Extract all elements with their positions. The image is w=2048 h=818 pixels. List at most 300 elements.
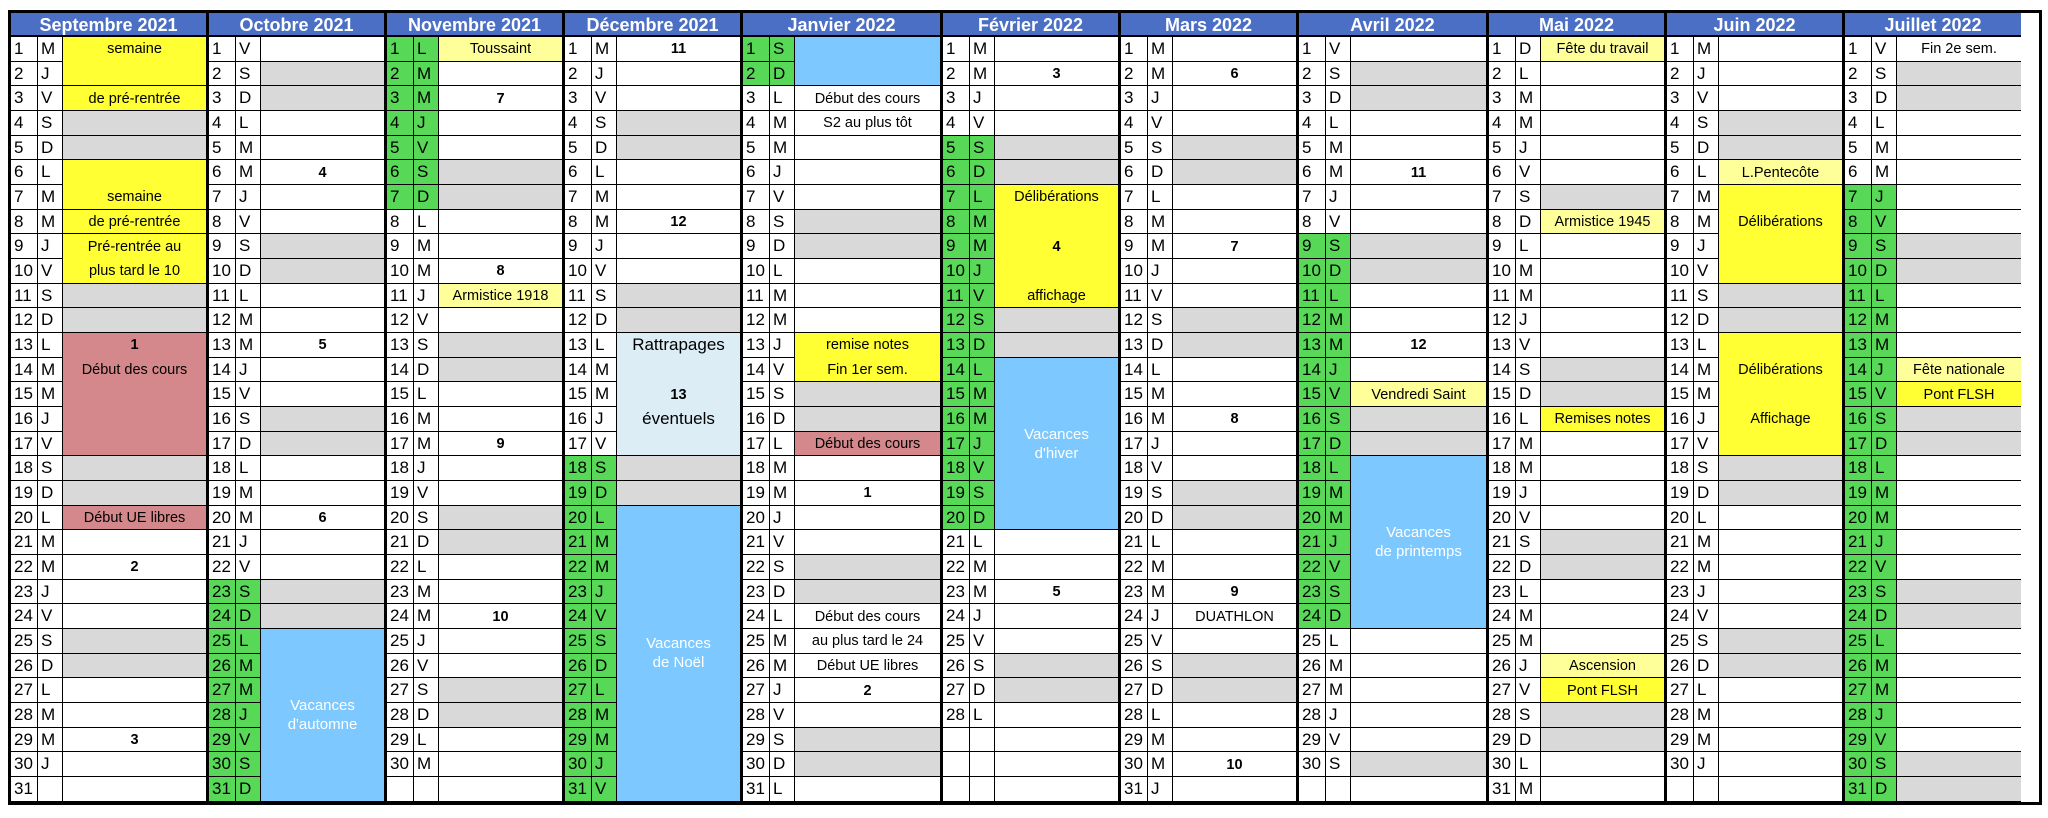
day-letter: D xyxy=(414,703,439,727)
day-row xyxy=(387,629,562,654)
day-note xyxy=(63,629,206,653)
day-row xyxy=(1489,481,1664,506)
day-note xyxy=(1173,210,1296,234)
day-letter: V xyxy=(1516,506,1541,530)
day-row xyxy=(209,308,384,333)
day-number: 9 xyxy=(1845,234,1872,258)
day-letter: D xyxy=(236,432,261,456)
day-number xyxy=(943,728,970,752)
month-header: Janvier 2022 xyxy=(743,13,940,37)
day-number: 15 xyxy=(1299,382,1326,406)
day-letter: M xyxy=(592,382,617,406)
day-number: 13 xyxy=(387,333,414,357)
day-row xyxy=(1299,111,1486,136)
day-number: 25 xyxy=(1121,629,1148,653)
day-number: 22 xyxy=(565,555,592,579)
day-row xyxy=(387,654,562,679)
day-row xyxy=(209,382,384,407)
day-number: 25 xyxy=(209,629,236,653)
day-letter: V xyxy=(1872,37,1897,61)
day-letter: V xyxy=(38,259,63,283)
event-label: au plus tard le 24 xyxy=(811,633,924,650)
day-number: 19 xyxy=(209,481,236,505)
day-row xyxy=(943,530,1118,555)
month-header: Février 2022 xyxy=(943,13,1118,37)
day-letter: V xyxy=(1326,555,1351,579)
day-number: 3 xyxy=(209,86,236,110)
day-letter: V xyxy=(770,703,795,727)
day-note xyxy=(1541,358,1664,382)
month-column xyxy=(943,13,1121,802)
day-rows xyxy=(1121,37,1296,802)
day-letter: M xyxy=(1694,530,1719,554)
day-row xyxy=(565,308,740,333)
day-number: 16 xyxy=(1845,407,1872,431)
day-number: 2 xyxy=(743,62,770,86)
day-number: 12 xyxy=(209,308,236,332)
week-number: 10 xyxy=(1226,756,1243,773)
day-letter: M xyxy=(1326,654,1351,678)
day-note xyxy=(439,580,562,604)
day-letter: M xyxy=(770,629,795,653)
day-number: 30 xyxy=(1121,752,1148,776)
day-number: 20 xyxy=(387,506,414,530)
day-row xyxy=(1489,506,1664,531)
day-note xyxy=(1897,654,2021,678)
day-note xyxy=(439,629,562,653)
day-letter: S xyxy=(592,456,617,480)
day-number: 16 xyxy=(1121,407,1148,431)
day-note xyxy=(1897,62,2021,86)
day-note xyxy=(995,86,1118,110)
day-note xyxy=(1897,308,2021,332)
day-note xyxy=(63,530,206,554)
day-number: 21 xyxy=(1121,530,1148,554)
day-row xyxy=(743,259,940,284)
day-number: 8 xyxy=(1121,210,1148,234)
day-note xyxy=(1173,37,1296,61)
day-number: 30 xyxy=(1667,752,1694,776)
day-letter: J xyxy=(236,185,261,209)
day-letter: J xyxy=(1872,185,1897,209)
day-number: 25 xyxy=(387,629,414,653)
day-letter: M xyxy=(1694,358,1719,382)
day-note xyxy=(1897,678,2021,702)
day-row xyxy=(743,580,940,605)
day-letter: M xyxy=(970,37,995,61)
day-letter: J xyxy=(1516,654,1541,678)
day-row xyxy=(1489,382,1664,407)
day-row xyxy=(1667,703,1842,728)
day-note xyxy=(439,678,562,702)
day-letter: S xyxy=(236,62,261,86)
day-letter: J xyxy=(236,703,261,727)
day-note xyxy=(1719,308,1842,332)
week-number: 9 xyxy=(496,436,505,453)
day-row xyxy=(1667,604,1842,629)
day-row xyxy=(1845,506,2021,531)
day-number: 13 xyxy=(1489,333,1516,357)
day-note xyxy=(261,358,384,382)
day-note xyxy=(995,752,1118,776)
day-letter: V xyxy=(1872,382,1897,406)
day-number: 8 xyxy=(1667,210,1694,234)
day-number: 10 xyxy=(1299,259,1326,283)
day-note xyxy=(1173,432,1296,456)
day-letter: S xyxy=(1326,580,1351,604)
day-note xyxy=(1351,703,1486,727)
event-label: Début des cours xyxy=(81,362,188,379)
day-row xyxy=(1121,678,1296,703)
month-header: Décembre 2021 xyxy=(565,13,740,37)
day-row xyxy=(743,456,940,481)
day-note xyxy=(1541,555,1664,579)
day-letter: M xyxy=(770,284,795,308)
day-letter: J xyxy=(236,530,261,554)
day-note xyxy=(261,308,384,332)
event-label: Délibérations xyxy=(1738,214,1823,231)
day-row xyxy=(1845,432,2021,457)
day-row xyxy=(11,136,206,161)
day-number: 19 xyxy=(743,481,770,505)
day-letter: L xyxy=(1516,580,1541,604)
day-number: 25 xyxy=(565,629,592,653)
day-letter: L xyxy=(970,358,995,382)
day-note xyxy=(1897,111,2021,135)
day-row xyxy=(943,752,1118,777)
day-note xyxy=(1173,481,1296,505)
event-label: de pré-rentrée xyxy=(88,90,181,107)
month-header: Juillet 2022 xyxy=(1845,13,2021,37)
day-number: 10 xyxy=(1121,259,1148,283)
day-letter: S xyxy=(1694,111,1719,135)
day-row xyxy=(11,752,206,777)
day-letter: S xyxy=(236,407,261,431)
day-number: 12 xyxy=(565,308,592,332)
day-note xyxy=(1897,136,2021,160)
day-note xyxy=(261,259,384,283)
day-row xyxy=(1489,555,1664,580)
day-number: 5 xyxy=(1667,136,1694,160)
day-letter: M xyxy=(38,703,63,727)
day-letter: L xyxy=(236,284,261,308)
day-letter: M xyxy=(1694,703,1719,727)
day-number: 14 xyxy=(565,358,592,382)
day-note xyxy=(995,37,1118,61)
day-note xyxy=(439,160,562,184)
day-letter: J xyxy=(970,86,995,110)
day-number: 28 xyxy=(943,703,970,727)
day-note xyxy=(439,703,562,727)
day-note xyxy=(1897,86,2021,110)
day-number: 19 xyxy=(1299,481,1326,505)
day-letter: V xyxy=(1516,333,1541,357)
day-letter: M xyxy=(1694,382,1719,406)
day-number: 26 xyxy=(1299,654,1326,678)
day-number: 22 xyxy=(743,555,770,579)
day-number: 10 xyxy=(209,259,236,283)
day-number: 25 xyxy=(943,629,970,653)
day-number: 31 xyxy=(743,777,770,801)
day-row xyxy=(1667,86,1842,111)
day-letter: M xyxy=(970,407,995,431)
day-letter: D xyxy=(1872,777,1897,801)
day-number: 10 xyxy=(943,259,970,283)
week-number: 4 xyxy=(1052,238,1061,255)
day-note xyxy=(617,86,740,110)
day-letter xyxy=(1326,777,1351,801)
day-row xyxy=(209,481,384,506)
day-row xyxy=(1489,62,1664,87)
day-number: 18 xyxy=(1667,456,1694,480)
day-letter: L xyxy=(236,456,261,480)
day-row xyxy=(1121,259,1296,284)
day-letter: L xyxy=(1872,629,1897,653)
day-note xyxy=(261,382,384,406)
day-note xyxy=(1351,234,1486,258)
day-number: 29 xyxy=(11,728,38,752)
day-row xyxy=(1845,160,2021,185)
day-letter: S xyxy=(1148,136,1173,160)
day-letter: M xyxy=(1516,259,1541,283)
day-note xyxy=(795,752,940,776)
day-number: 2 xyxy=(11,62,38,86)
day-letter: M xyxy=(592,185,617,209)
day-letter: M xyxy=(970,210,995,234)
day-number xyxy=(943,777,970,801)
week-number: 2 xyxy=(863,682,872,699)
day-letter: S xyxy=(38,284,63,308)
day-number: 7 xyxy=(943,185,970,209)
day-letter: J xyxy=(38,234,63,258)
day-letter: L xyxy=(1694,333,1719,357)
day-number: 4 xyxy=(943,111,970,135)
day-letter: M xyxy=(1148,382,1173,406)
day-letter: M xyxy=(770,481,795,505)
day-number: 9 xyxy=(1489,234,1516,258)
day-letter: J xyxy=(1694,752,1719,776)
day-note xyxy=(261,456,384,480)
day-row xyxy=(1299,185,1486,210)
day-number: 19 xyxy=(1667,481,1694,505)
day-number: 11 xyxy=(743,284,770,308)
day-number: 5 xyxy=(1121,136,1148,160)
day-row xyxy=(943,37,1118,62)
day-row xyxy=(943,654,1118,679)
day-letter: V xyxy=(1516,678,1541,702)
event-label: DUATHLON xyxy=(1195,608,1274,625)
day-row xyxy=(1667,284,1842,309)
day-number: 9 xyxy=(943,234,970,258)
day-note xyxy=(261,555,384,579)
day-row xyxy=(387,555,562,580)
day-number: 13 xyxy=(1845,333,1872,357)
week-number: 11 xyxy=(670,41,687,58)
holiday-block xyxy=(795,37,940,85)
day-number: 10 xyxy=(1845,259,1872,283)
day-note xyxy=(1897,259,2021,283)
day-number: 31 xyxy=(209,777,236,801)
day-row xyxy=(387,62,562,87)
day-number: 11 xyxy=(1845,284,1872,308)
week-number: 12 xyxy=(670,214,687,231)
day-number: 31 xyxy=(1489,777,1516,801)
month-column xyxy=(1845,13,2021,802)
day-letter: V xyxy=(592,777,617,801)
day-row xyxy=(11,703,206,728)
day-note xyxy=(1541,481,1664,505)
day-note xyxy=(1173,382,1296,406)
day-row xyxy=(1667,777,1842,802)
day-number: 7 xyxy=(1667,185,1694,209)
day-row xyxy=(387,111,562,136)
day-number: 22 xyxy=(1667,555,1694,579)
day-row xyxy=(1845,580,2021,605)
day-note xyxy=(63,111,206,135)
day-letter: D xyxy=(1326,259,1351,283)
day-number: 17 xyxy=(387,432,414,456)
day-letter: M xyxy=(414,580,439,604)
day-letter: M xyxy=(592,555,617,579)
day-row xyxy=(1121,185,1296,210)
day-letter: M xyxy=(414,604,439,628)
day-note xyxy=(795,555,940,579)
day-note xyxy=(1541,580,1664,604)
day-number: 4 xyxy=(209,111,236,135)
day-note xyxy=(1541,111,1664,135)
day-letter: D xyxy=(1694,308,1719,332)
day-note xyxy=(63,678,206,702)
day-letter: L xyxy=(1326,284,1351,308)
day-note xyxy=(1719,456,1842,480)
day-note xyxy=(1897,580,2021,604)
day-letter: V xyxy=(770,185,795,209)
month-header: Mars 2022 xyxy=(1121,13,1296,37)
day-note xyxy=(261,86,384,110)
day-letter: D xyxy=(1516,382,1541,406)
day-number: 6 xyxy=(387,160,414,184)
day-note xyxy=(1719,555,1842,579)
day-number: 20 xyxy=(11,506,38,530)
day-letter: V xyxy=(1148,456,1173,480)
day-number: 12 xyxy=(943,308,970,332)
day-row xyxy=(1667,136,1842,161)
day-number: 5 xyxy=(743,136,770,160)
day-note xyxy=(795,160,940,184)
day-rows xyxy=(1667,37,1842,802)
day-number: 23 xyxy=(1845,580,1872,604)
day-number: 20 xyxy=(209,506,236,530)
day-note xyxy=(439,506,562,530)
day-number: 16 xyxy=(1667,407,1694,431)
day-row xyxy=(1667,654,1842,679)
day-row xyxy=(209,407,384,432)
day-letter: M xyxy=(592,210,617,234)
day-number: 23 xyxy=(11,580,38,604)
day-letter: D xyxy=(592,136,617,160)
day-letter: S xyxy=(1148,308,1173,332)
day-row xyxy=(387,382,562,407)
month-column xyxy=(565,13,743,802)
day-note xyxy=(1897,481,2021,505)
day-letter: M xyxy=(1872,160,1897,184)
day-letter: J xyxy=(592,752,617,776)
month-header: Octobre 2021 xyxy=(209,13,384,37)
day-letter: M xyxy=(970,580,995,604)
day-number: 9 xyxy=(565,234,592,258)
day-note xyxy=(1719,37,1842,61)
week-number: 3 xyxy=(1052,65,1061,82)
day-number: 26 xyxy=(1489,654,1516,678)
day-number: 17 xyxy=(209,432,236,456)
day-number: 7 xyxy=(1489,185,1516,209)
day-note xyxy=(439,654,562,678)
day-number: 27 xyxy=(1489,678,1516,702)
day-number: 8 xyxy=(943,210,970,234)
day-row xyxy=(387,160,562,185)
day-letter: M xyxy=(38,382,63,406)
day-row xyxy=(1121,555,1296,580)
day-number: 16 xyxy=(11,407,38,431)
day-note xyxy=(1173,259,1296,283)
day-row xyxy=(1489,358,1664,383)
day-letter: S xyxy=(1516,185,1541,209)
day-number: 26 xyxy=(1121,654,1148,678)
day-row xyxy=(209,358,384,383)
day-row xyxy=(1121,136,1296,161)
day-row xyxy=(1299,284,1486,309)
day-note xyxy=(995,728,1118,752)
day-note xyxy=(261,210,384,234)
day-number: 16 xyxy=(743,407,770,431)
day-note xyxy=(995,308,1118,332)
day-row xyxy=(11,284,206,309)
day-note xyxy=(995,111,1118,135)
day-number: 22 xyxy=(1299,555,1326,579)
day-letter: M xyxy=(1326,136,1351,160)
day-row xyxy=(943,604,1118,629)
day-note xyxy=(1173,678,1296,702)
day-note xyxy=(795,407,940,431)
day-row xyxy=(209,604,384,629)
day-letter: J xyxy=(414,629,439,653)
day-note xyxy=(1897,185,2021,209)
day-letter: D xyxy=(592,481,617,505)
day-letter: J xyxy=(236,358,261,382)
day-number: 2 xyxy=(1489,62,1516,86)
week-number: 9 xyxy=(1230,584,1239,601)
day-number: 24 xyxy=(943,604,970,628)
day-number: 7 xyxy=(387,185,414,209)
day-letter: L xyxy=(414,555,439,579)
day-number: 8 xyxy=(1845,210,1872,234)
day-note xyxy=(439,185,562,209)
day-number: 15 xyxy=(1845,382,1872,406)
day-row xyxy=(387,333,562,358)
day-letter: J xyxy=(414,456,439,480)
day-letter: D xyxy=(770,752,795,776)
day-row xyxy=(565,259,740,284)
day-note xyxy=(63,604,206,628)
day-letter: D xyxy=(770,580,795,604)
day-number: 13 xyxy=(1121,333,1148,357)
day-row xyxy=(1845,308,2021,333)
day-row xyxy=(1845,530,2021,555)
day-row xyxy=(387,777,562,802)
day-note xyxy=(1173,506,1296,530)
day-row xyxy=(1121,333,1296,358)
day-number: 5 xyxy=(387,136,414,160)
